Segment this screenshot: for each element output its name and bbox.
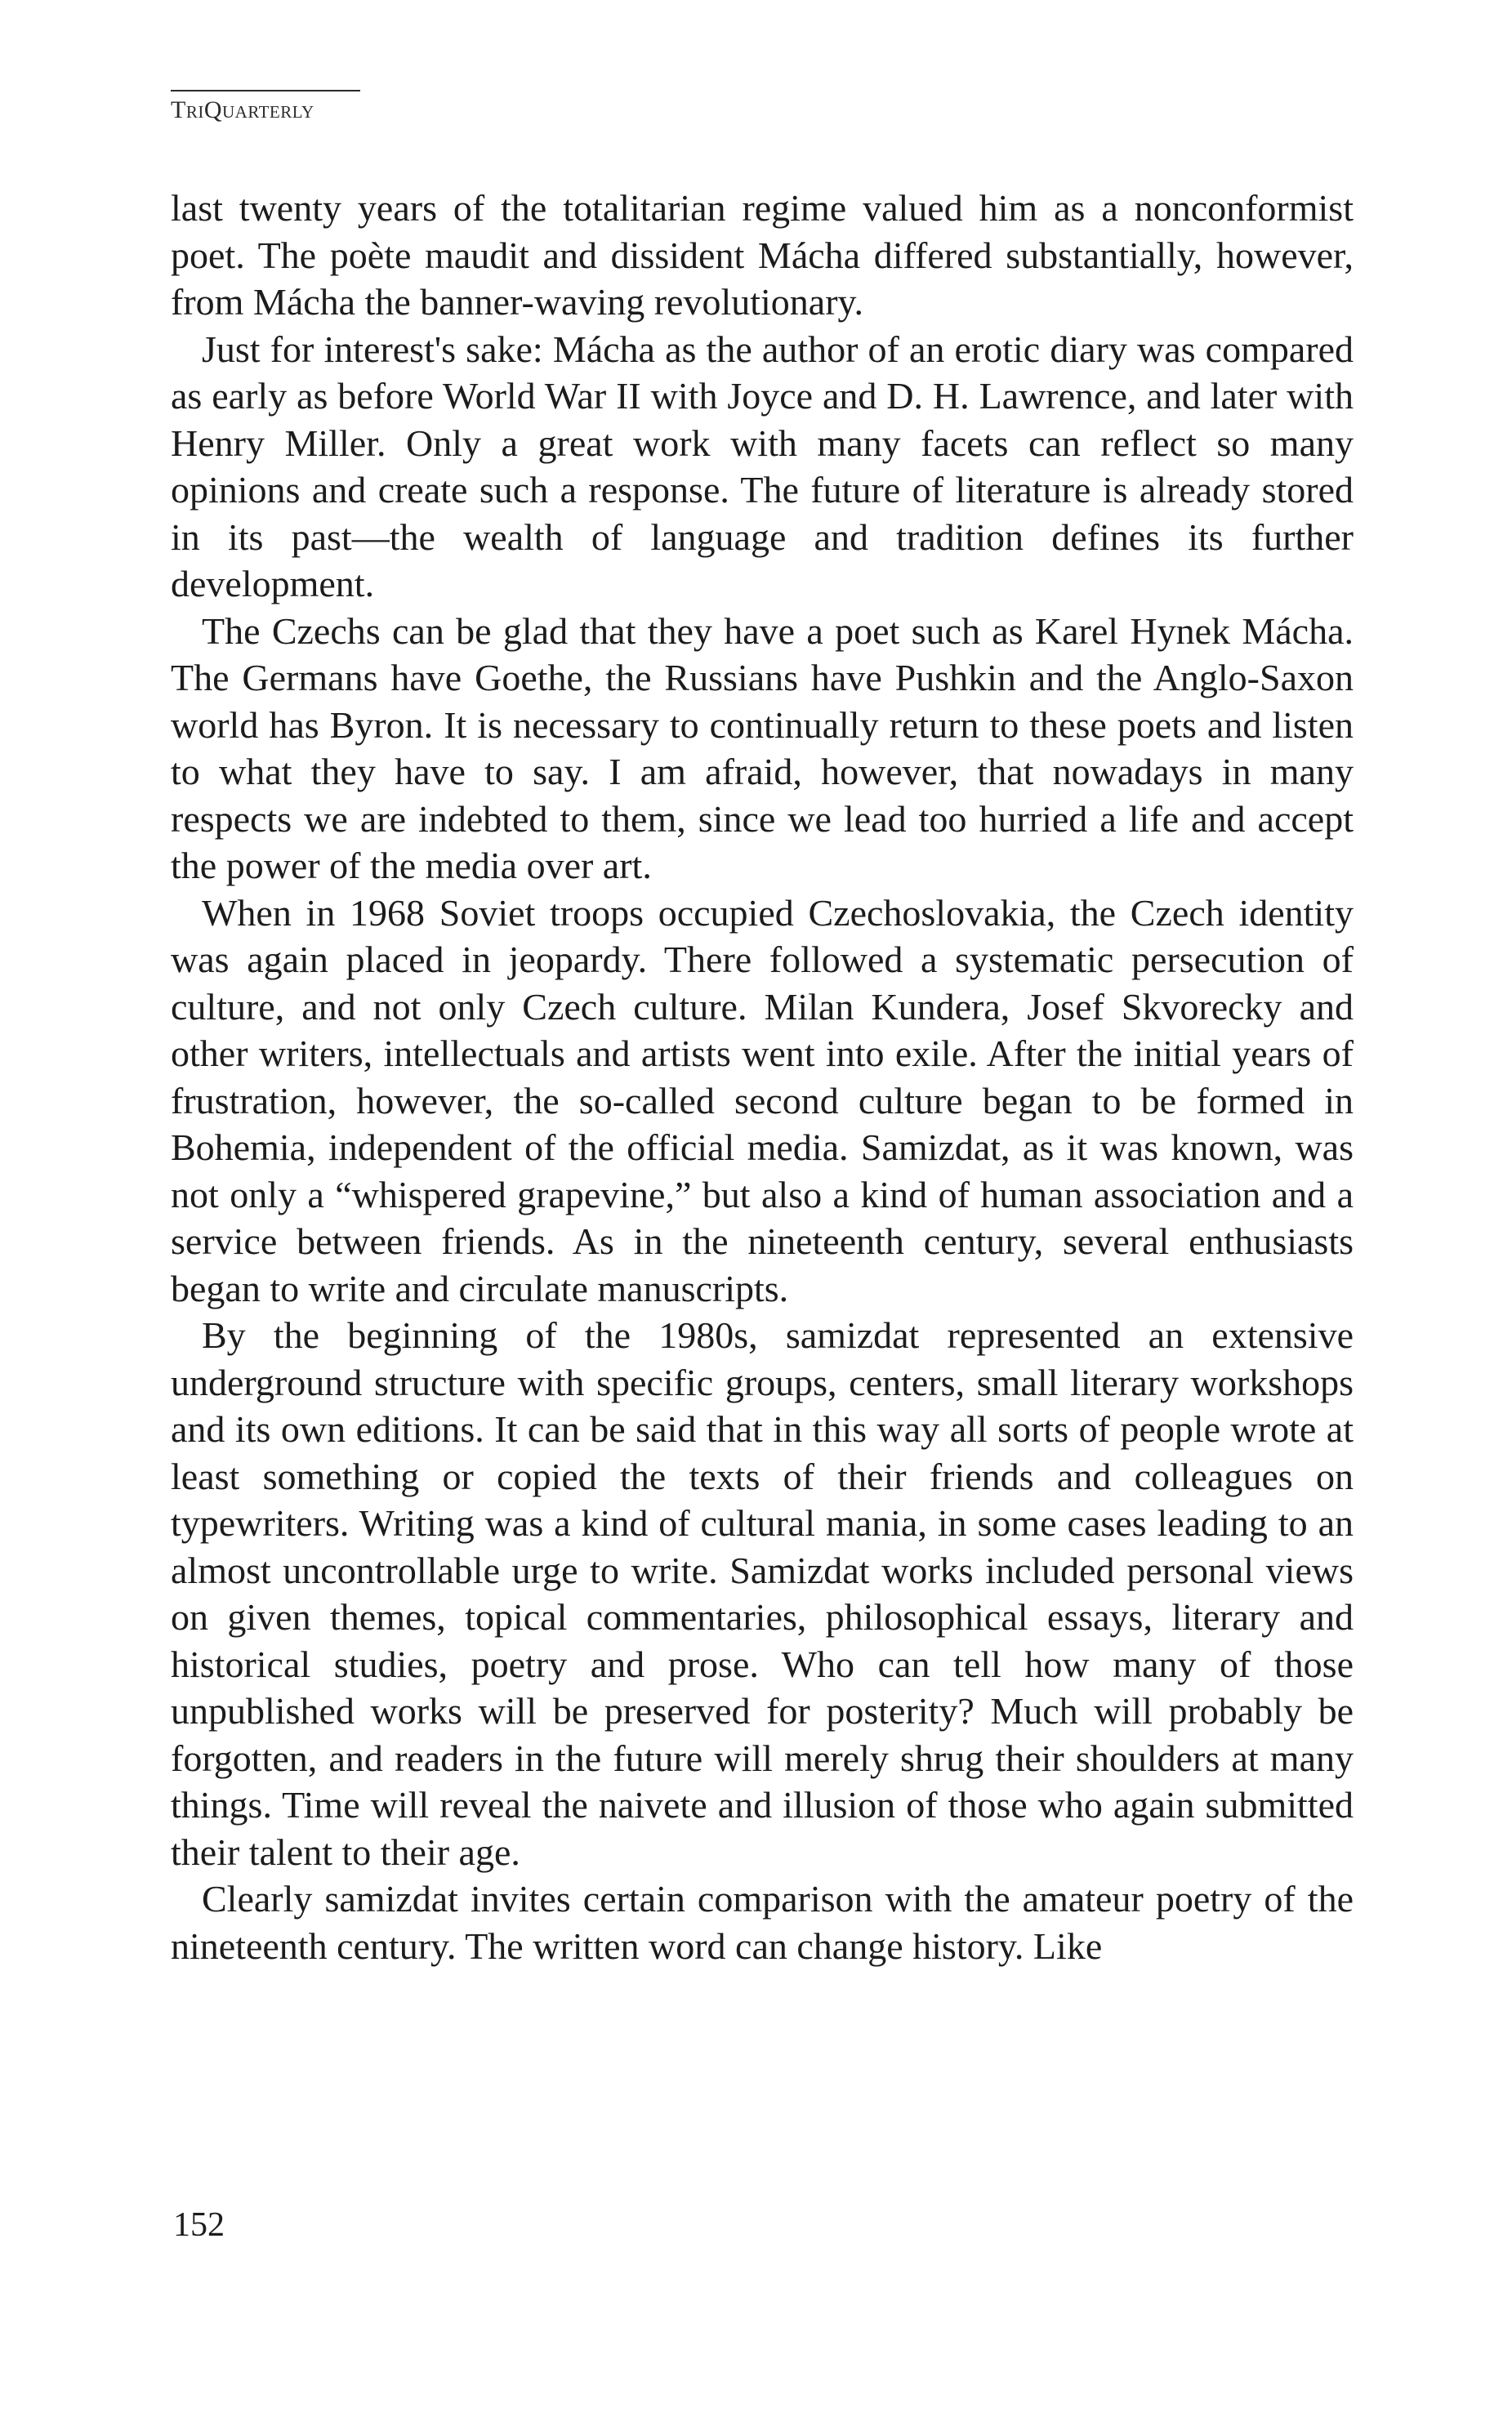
paragraph-2: Just for interest's sake: Mácha as the author of an erotic diary was compared as early as before World War II with Joyce and D. H. Lawrence, and later with Henry Miller. Only a great work with many facets can reflect so many opinions and create such a response. The future of literature is already stored in its past—the wealth of language and tradition defines its further development.: [171, 328, 1354, 604]
page-number: 152: [173, 2206, 225, 2244]
running-head: TriQuarterly: [171, 96, 314, 123]
paragraph-5: By the beginning of the 1980s, samizdat represented an extensive underground structure with specific groups, centers, small literary workshops and its own editions. It can be said that in this way all sorts of people wrote at least something or copied the texts of their friends and colleagues on typewriters. Writing was a kind of cultural mania, in some cases leading to an almost uncontrollable urge to write. Samizdat works included personal views on given themes, topical commentaries, philosophical essays, literary and historical studies, poetry and prose. Who can tell how many of those unpublished works will be preserved for posterity? Much will probably be forgotten, and readers in the future will merely shrug their shoulders at many things. Time will reveal the naivete and illusion of those who again submitted their talent to their age.: [171, 1314, 1354, 1873]
body-text: [171, 185, 1354, 1969]
paragraph-4: When in 1968 Soviet troops occupied Czechoslovakia, the Czech identity was again placed in jeopardy. There followed a systematic persecution of culture, and not only Czech culture. Milan Kundera, Josef Skvorecky and other writers, intellectuals and artists went into exile. After the initial years of frustration, however, the so-called second culture began to be formed in Bohemia, independent of the official media. Samizdat, as it was known, was not only a “whispered grapevine,” but also a kind of human association and a service between friends. As in the nineteenth century, several enthusiasts began to write and circulate manuscripts.: [171, 891, 1354, 1309]
paragraph-3: The Czechs can be glad that they have a poet such as Karel Hynek Mácha. The Germans have Goethe, the Russians have Pushkin and the Anglo-Saxon world has Byron. It is necessary to continually return to these poets and listen to what they have to say. I am afraid, however, that nowadays in many respects we are indebted to them, since we lead too hurried a life and accept the power of the media over art.: [171, 609, 1354, 886]
paragraph-6: Clearly samizdat invites certain comparison with the amateur poetry of the nineteenth century. The written word can change history. Like: [171, 1878, 1354, 1967]
paragraph-1: last twenty years of the totalitarian regime valued him as a nonconformist poet. The poète maudit and dissident Mácha differed substantially, however, from Mácha the banner-waving revolutionary.: [171, 187, 1354, 323]
header-rule: [171, 90, 360, 91]
